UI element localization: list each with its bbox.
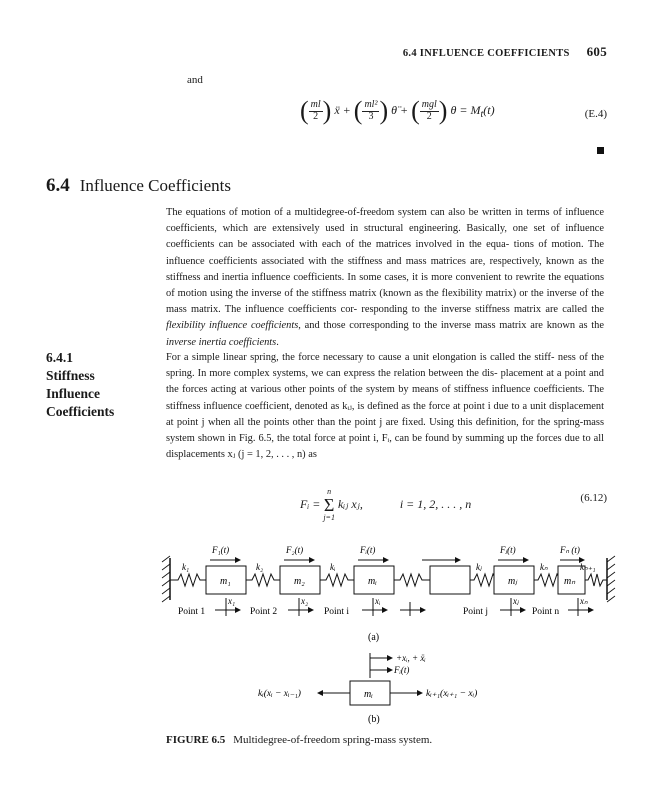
- subsection-title-line: Influence: [46, 386, 100, 401]
- para2-line: For a simple linear spring, the force necessary to cause a unit elongation is called the stiff-: [166, 352, 555, 363]
- eq-rhs-tail: (t): [483, 102, 495, 117]
- para1-line: as the flexibility matrix) or the inverse of the mass matrix. The influence coefficients cor-: [166, 288, 604, 316]
- para1-line: responding to the inverse stiffness matrix are called the: [361, 304, 604, 316]
- spring-label: kₙ: [540, 562, 548, 572]
- fbd-right-force: kᵢ₊₁(xᵢ₊₁ − xᵢ): [426, 689, 478, 699]
- spring-label: k₁: [182, 562, 190, 572]
- point-label: Point i: [324, 607, 350, 617]
- fbd-mass-label: mᵢ: [364, 689, 373, 700]
- subsection-title-line: Coefficients: [46, 404, 115, 419]
- force-label: F₁(t): [212, 545, 230, 555]
- mass-label: mₙ: [564, 576, 576, 587]
- inverse-inertia-term: inverse inertia coefficients: [166, 336, 277, 348]
- paragraph-intro: [166, 205, 604, 351]
- para1-line: respectively, known as the stiffness and inertia influence coefficients. In some cases, it is more: [166, 255, 604, 283]
- equation-tag-e4: (E.4): [584, 108, 607, 120]
- mass-label: m₁: [220, 576, 231, 587]
- spring-label: kᵢ: [330, 562, 336, 572]
- mass-block-empty: [430, 566, 470, 594]
- para2-line: xⱼ (j = 1, 2, . . . , n) as: [227, 449, 317, 461]
- section-title: Influence Coefficients: [79, 176, 231, 195]
- point-label: Point 1: [178, 607, 206, 617]
- displacement-label: x₁: [228, 596, 236, 606]
- eq-term1: ẍ +: [334, 102, 351, 117]
- displacement-label: xⱼ: [513, 596, 519, 606]
- para2-line: point j are fixed. Using this definition, for the spring-mass system shown in Fig. 6.5, the: [166, 416, 605, 445]
- caption-label: FIGURE 6.5: [166, 734, 226, 746]
- spring-mid: [394, 574, 430, 586]
- point-label: Point j: [463, 607, 489, 617]
- eq-frac2-den: 3: [368, 110, 374, 122]
- flexibility-term: flexibility influence coefficients: [166, 320, 299, 332]
- subsection-number: 6.4.1: [46, 350, 73, 365]
- para2-line: placement at a point and the forces acting at various other points of the system by means of: [166, 368, 604, 396]
- displacement-label: xᵢ: [375, 596, 381, 606]
- spring-n1: [585, 574, 607, 586]
- displacement-label: x₂: [301, 596, 309, 606]
- section-number: 6.4: [46, 175, 70, 196]
- header-section: 6.4 INFLUENCE COEFFICIENTS: [402, 48, 570, 59]
- force-label: Fᵢ(t): [360, 545, 376, 555]
- caption-text: Multidegree-of-freedom spring-mass system.: [233, 734, 433, 746]
- displacement-label: xₙ: [580, 596, 588, 606]
- fbd-motion-label: +xᵢ, + ẍᵢ: [396, 653, 426, 663]
- end-of-example-mark: [597, 147, 604, 154]
- left-wall: [162, 556, 170, 602]
- fbd-force-label: Fᵢ(t): [394, 665, 410, 675]
- para1-line: convenient to rewrite the equations of motion using the inverse of the stiffness matrix (known: [166, 271, 604, 300]
- sum-symbol: Σ: [323, 495, 335, 515]
- force-label: Fⱼ(t): [500, 545, 516, 555]
- spring-n: [534, 574, 560, 586]
- spring-1: [170, 574, 206, 586]
- figure-caption: [166, 734, 432, 746]
- eq-term3: θ = M: [450, 102, 481, 117]
- mass-label: mⱼ: [508, 576, 517, 587]
- para2-line: total force at point i, Fᵢ, can be found by summing up the forces due to all displacements: [166, 433, 604, 461]
- eq-frac1-num: ml: [310, 99, 321, 110]
- para1-line: .: [276, 336, 279, 348]
- eq612-lhs: Fᵢ =: [300, 496, 321, 511]
- subfigure-label-b: (b): [368, 714, 380, 725]
- intro-word: and: [187, 74, 203, 86]
- subsection-title-line: Stiffness: [46, 368, 95, 383]
- sum-lower-limit: j=1: [323, 513, 335, 522]
- eq-frac3-num: mgl: [421, 99, 437, 110]
- para1-line: , and: [298, 320, 320, 332]
- para1-line: set of influence coefficients can be associated with each of the matrices involved in the equa-: [166, 223, 604, 251]
- paragraph-stiffness: [166, 350, 604, 463]
- spring-label: kₙ₊₁: [580, 562, 596, 572]
- figure-spring-mass: [160, 540, 620, 730]
- section-heading: [46, 175, 231, 197]
- para1-line: The equations of motion of a multidegree-of-freedom system can also be written in terms of: [166, 207, 562, 218]
- spring-label: kⱼ: [476, 562, 482, 572]
- point-label: Point n: [532, 607, 560, 617]
- point-label: Point 2: [250, 607, 278, 617]
- free-body-diagram: [258, 653, 477, 705]
- force-label: Fₙ (t): [560, 545, 580, 555]
- para1-line: influence coefficients, which are extensively used in structural engineering. Basically, one: [166, 207, 604, 235]
- running-header: [403, 44, 607, 60]
- eq612-term: kᵢⱼ xⱼ,: [337, 496, 363, 511]
- spring-j: [470, 574, 496, 586]
- subfigure-label-a: (a): [368, 632, 380, 643]
- fbd-left-force: kᵢ(xᵢ − xᵢ₋₁): [258, 689, 301, 699]
- mass-label: m₂: [294, 576, 305, 587]
- force-label: F₂(t): [286, 545, 304, 555]
- para2-line: stiffness influence coefficients. The stiffness influence coefficient, denoted as kᵢⱼ, is defined: [166, 384, 604, 412]
- sum-upper-limit: n: [327, 487, 332, 496]
- eq-frac1-den: 2: [313, 110, 319, 122]
- spring-i: [320, 574, 354, 586]
- spring-label: k₂: [256, 562, 264, 572]
- spring-2: [246, 574, 280, 586]
- eq-rhs-sub: t: [480, 109, 484, 121]
- para1-line: tions of motion. The influence coefficients associated with the stiffness and mass matrices are,: [166, 239, 604, 267]
- equation-612: [300, 488, 471, 522]
- eq612-range: i = 1, 2, . . . , n: [399, 496, 472, 511]
- equation-e4: ( $\frac{ml}{2}$ ) ẍ + ( $\frac{\text{ml²}}{3}$ ) θ̈ + ( $\frac{\text{mgl}}{2}$ ) $\theta = M_t(t)$: [300, 96, 495, 125]
- eq-term2: θ̈ +: [391, 102, 409, 117]
- page-number: 605: [586, 44, 607, 59]
- eq-frac3-den: 2: [426, 110, 432, 122]
- para2-line: ness of the spring. In more complex systems, we can express the relation between the dis-: [166, 352, 604, 380]
- right-wall: [607, 556, 615, 602]
- mass-label: mᵢ: [368, 576, 377, 587]
- equation-tag-612: (6.12): [580, 492, 607, 504]
- subsection-heading: [46, 349, 114, 421]
- para2-line: as the force at point i due to a unit displacement at point j when all the points other than the: [166, 400, 605, 428]
- para1-line: those corresponding to the inverse mass matrix are known as the: [323, 320, 604, 332]
- eq-frac2-num: ml²: [364, 99, 378, 110]
